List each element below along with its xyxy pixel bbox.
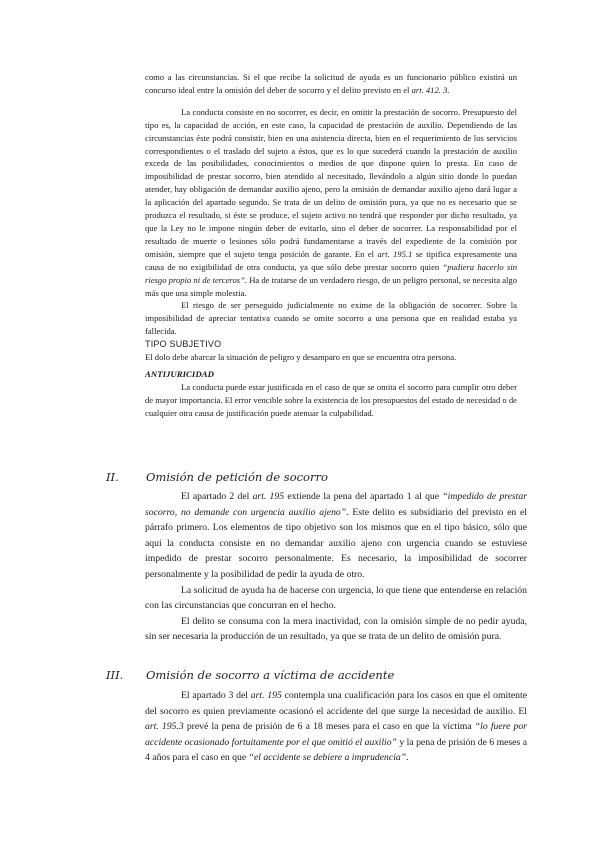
- paragraph-concurso: como a las circunstancias. Si el que recibe la solicitud de ayuda es un funcionario público existirá un concurso ideal entre la omisión del deber de socorro y el delito previsto en el art. 412. 3.: [145, 72, 517, 95]
- section-number-2: II.: [106, 470, 119, 484]
- heading-antijuricidad: ANTIJURICIDAD: [145, 368, 214, 379]
- paragraph-solicitud: La solicitud de ayuda ha de hacerse con urgencia, lo que tiene que entenderse en relación con las circunstancias que concurran en el hecho.: [145, 584, 527, 612]
- section-title-2: Omisión de petición de socorro: [146, 470, 328, 484]
- intro-block: [145, 71, 517, 420]
- section-3-body: [145, 688, 527, 766]
- paragraph-consumacion: El delito se consuma con la mera inactividad, con la omisión simple de no pedir ayuda, sin ser necesaria la producción de un resultado, ya que se trata de un delito de omisión pura.: [145, 615, 527, 643]
- section-2-body: [145, 489, 527, 645]
- paragraph-conducta: La conducta consiste en no socorrer, es decir, en omitir la prestación de socorro. Presupuesto del tipo es, la capacidad de acción, en este caso, la capacidad de prestación de auxilio. Dependiendo de las circunstancias éste podrá consistir, bien en una asistencia directa, bien en el requerimiento de los servicios correspondientes o el traslado del sujeto a éstos, que es lo que sucederá cuando la prestación de auxilio exceda de las posibilidades, conocimientos o medios de que dispone quien lo presta. En caso de imposibilidad de prestar socorro, bien atendido al necesitado, llevándolo a algún sitio donde lo puedan atender, hay obligación de demandar auxilio ajeno, pero la omisión de demandar auxilio ajeno dará lugar a la aplicación del apartado segundo. Se trata de un delito de omisión pura, ya que no es necesario que se produzca el resultado, si éste se produce, el sujeto activo no tendrá que responder por dicho resultado, ya que la Ley no le impone ningún deber de evitarlo, sino el deber de socorrer. La responsabilidad por el resultado de muerte o lesiones sólo podrá fundamentarse a través del expediente de la comisión por omisión, siempre que el sujeto tenga posición de garante. En el art. 195.1 se tipifica expresamente una causa de no exigibilidad de otra conducta, ya que sólo debe prestar socorro quien “pudiera hacerlo sin riesgo propio ni de terceros”. Ha de tratarse de un verdadero riesgo, de un peligro personal, se necesita algo más que una simple molestia.: [145, 106, 518, 298]
- paragraph-riesgo: El riesgo de ser perseguido judicialmente no exime de la obligación de socorrer. Sobre la imposibilidad de apreciar tentativa cuando se omite socorro a una persona que en realidad estaba ya fallecida.: [145, 300, 517, 337]
- paragraph-apartado-3: El apartado 3 del art. 195 contempla una cualificación para los casos en que el omitente del socorro es quien previamente ocasionó el accidente del que surge la necesidad de auxilio. El art. 195.3 prevé la pena de prisión de 6 a 18 meses para el caso en que la víctima “lo fuere por accidente ocasionado fortuitamente por el que omitió el auxilio” y la pena de prisión de 6 meses a 4 años para el caso en que “el accidente se debiere a imprudencia”.: [145, 690, 527, 764]
- section-heading-2: [106, 470, 328, 484]
- paragraph-justificacion: La conducta puede estar justificada en el caso de que se omita el socorro para cumplir otro deber de mayor importancia. El error vencible sobre la existencia de los presupuestos del estado de necesidad o de cualquier otra causa de justificación puede atenuar la culpabilidad.: [145, 381, 517, 418]
- section-number-3: III.: [106, 668, 124, 682]
- section-heading-3: [106, 668, 394, 682]
- paragraph-dolo: El dolo debe abarcar la situación de peligro y desamparo en que se encuentra otra persona.: [145, 352, 457, 363]
- section-title-3: Omisión de socorro a víctima de accidente: [146, 668, 395, 682]
- heading-tipo-subjetivo: TIPO SUBJETIVO: [145, 339, 222, 350]
- paragraph-apartado-2: El apartado 2 del art. 195 extiende la pena del apartado 1 al que “impedido de prestar socorro, no demande con urgencia auxilio ajeno”. Este delito es subsidiario del previsto en el párrafo primero. Los elementos de tipo objetivo son los mismos que en el tipo básico, sólo que aquí la conducta consiste en no demandar auxilio ajeno con urgencia cuando se estuviese impedido de prestar socorro personalmente. Es necesario, la imposibilidad de socorrer personalmente y la posibilidad de pedir la ayuda de otro.: [145, 491, 527, 580]
